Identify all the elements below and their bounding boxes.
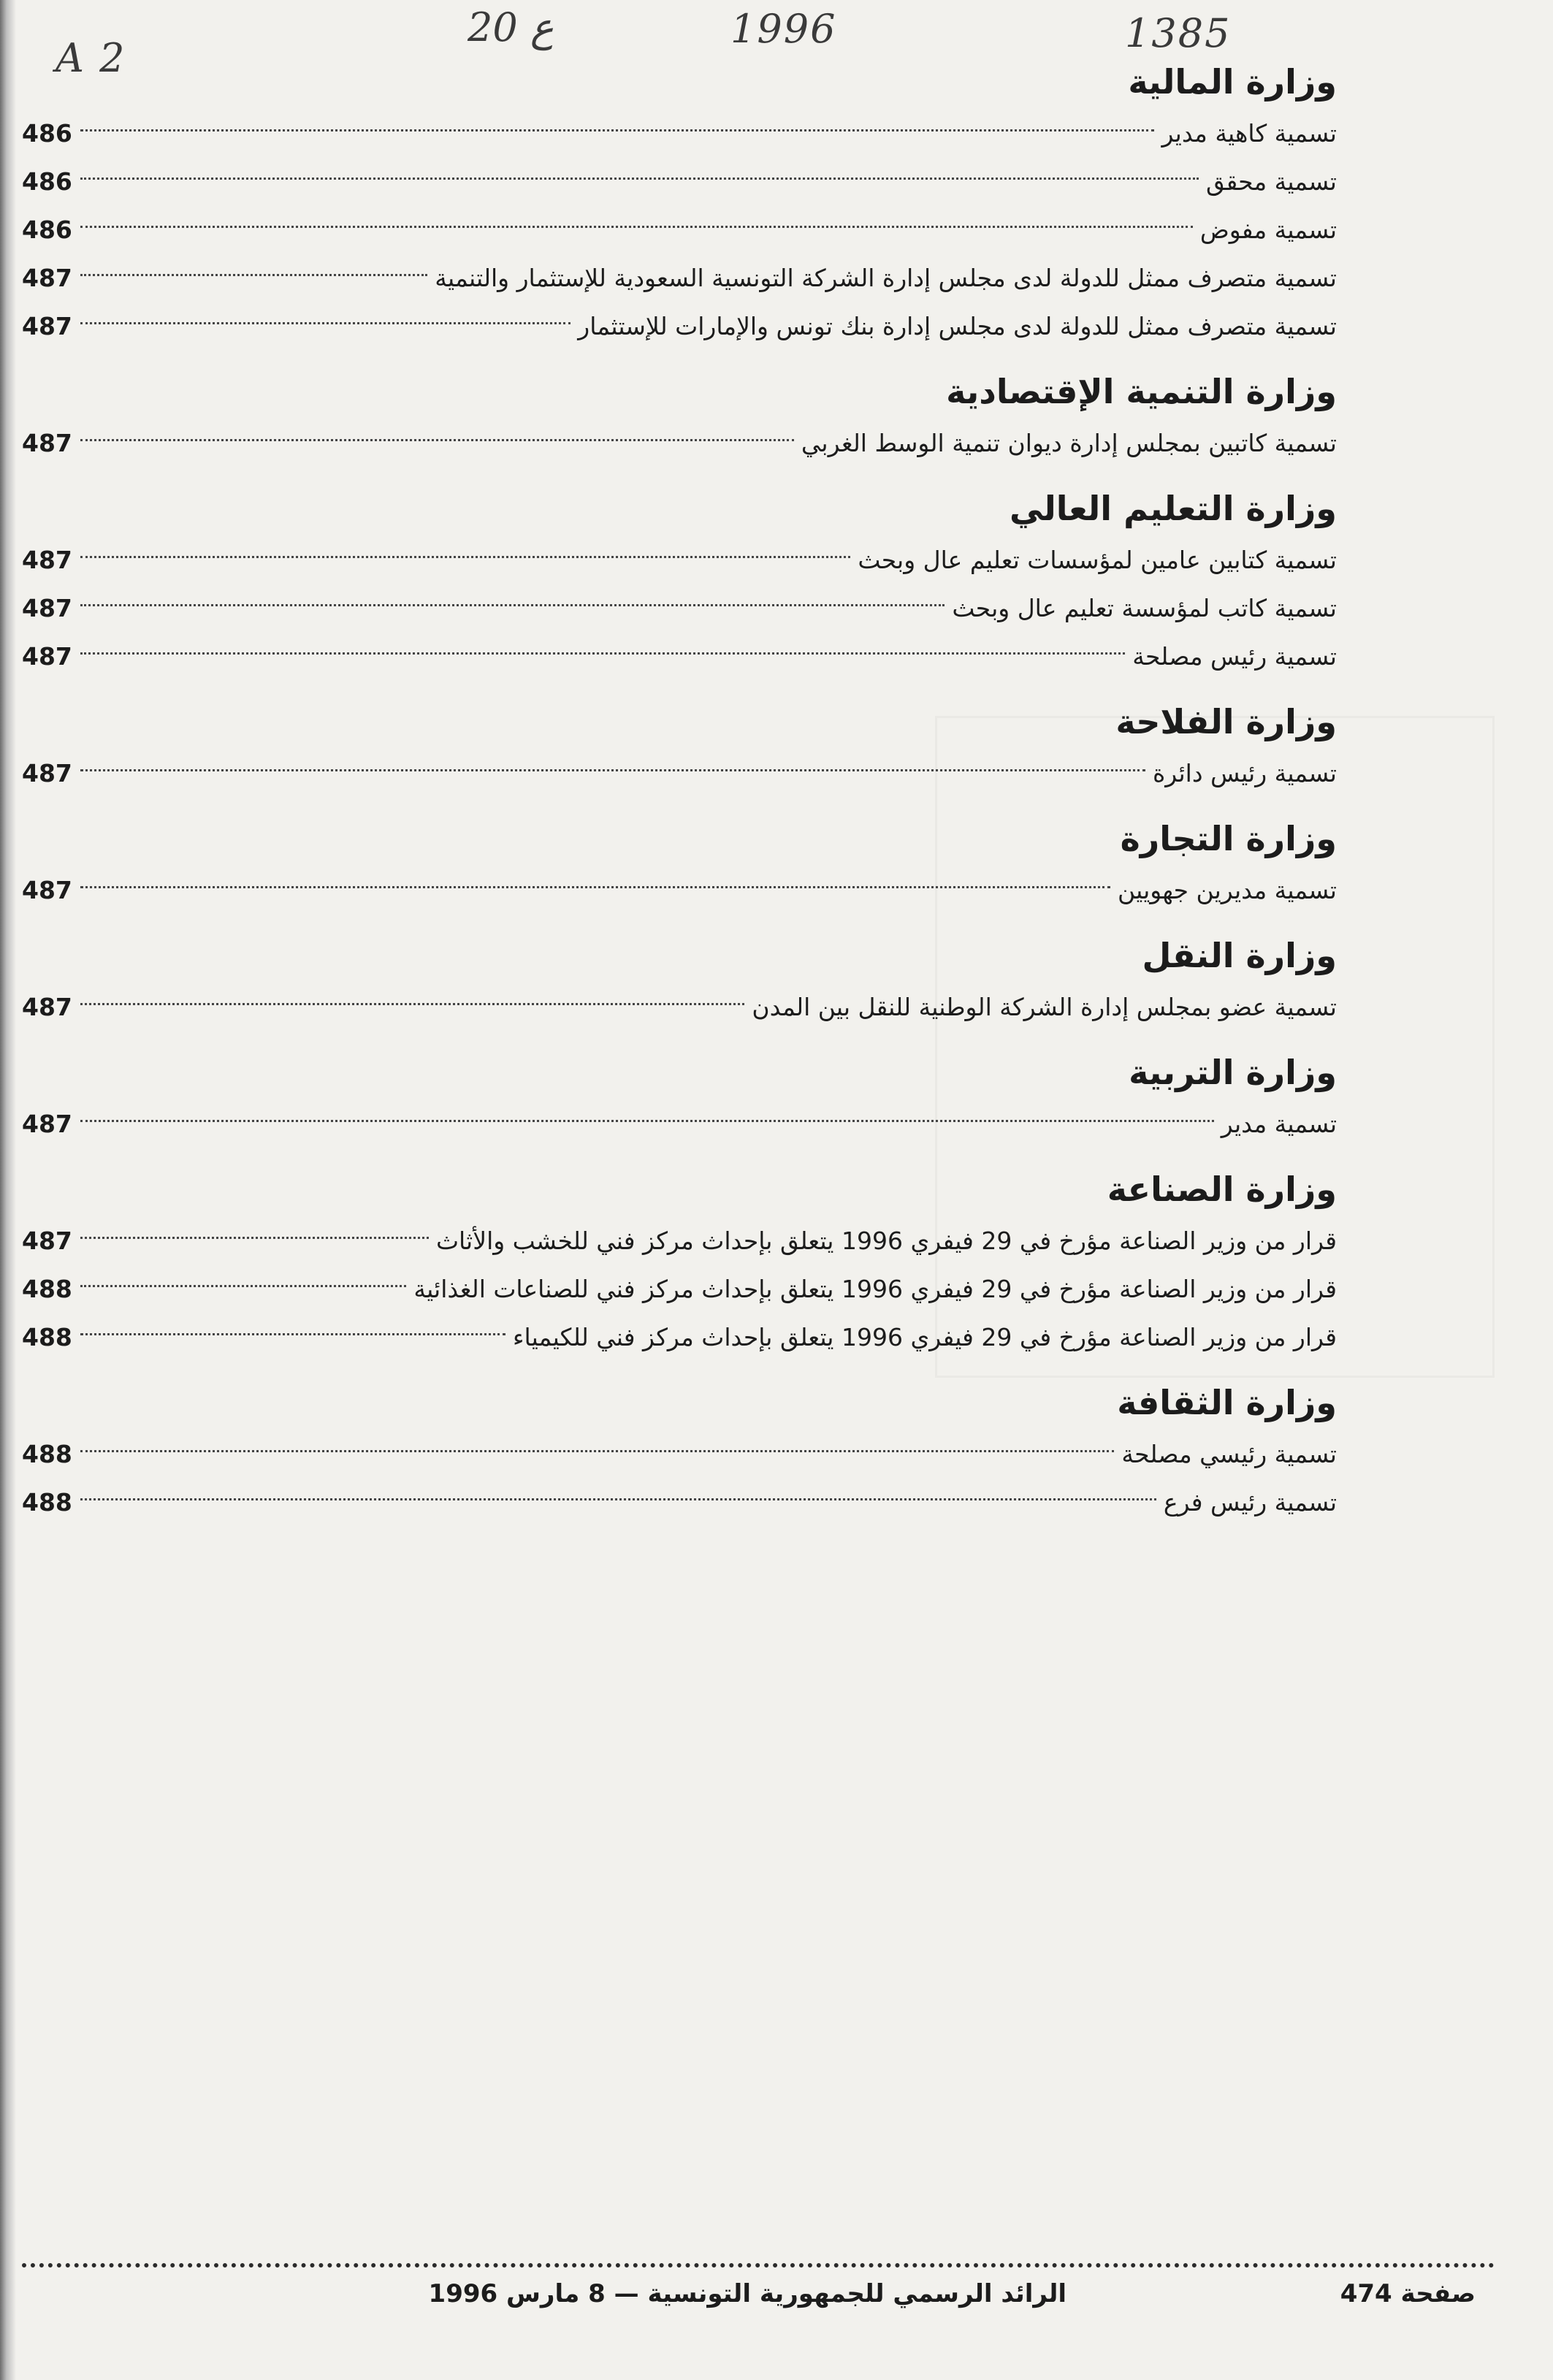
entry-title: قرار من وزير الصناعة مؤرخ في 29 فيفري 1996 يتعلق بإحداث مركز فني للخشب والأثاث	[435, 1227, 1337, 1255]
toc-entry	[22, 206, 1337, 254]
journal-title: الرائد الرسمي للجمهورية التونسية — 8 مارس 1996	[428, 2279, 1067, 2308]
entry-page-number: 486	[22, 216, 72, 244]
entry-title: تسمية كاتبين بمجلس إدارة ديوان تنمية الوسط الغربي	[801, 429, 1337, 457]
ministry-section	[22, 1379, 1337, 1527]
entry-page-number: 487	[22, 642, 72, 671]
entry-title: تسمية كاهية مدير	[1161, 119, 1337, 148]
ministry-section	[22, 58, 1337, 351]
entry-page-number: 488	[22, 1275, 72, 1303]
entry-page-number: 488	[22, 1488, 72, 1517]
table-of-contents	[22, 58, 1337, 1544]
dot-leader	[80, 1236, 429, 1239]
ministry-title: وزارة التعليم العالي	[1009, 489, 1337, 528]
ministry-title: وزارة التربية	[1129, 1053, 1337, 1092]
entry-page-number: 487	[22, 312, 72, 340]
toc-entry	[22, 750, 1337, 798]
entry-page-number: 486	[22, 119, 72, 148]
entry-title: تسمية كتابين عامين لمؤسسات تعليم عال وبحث	[858, 546, 1337, 574]
entry-title: تسمية رئيس فرع	[1163, 1488, 1337, 1517]
dot-leader	[80, 603, 945, 606]
entry-page-number: 488	[22, 1440, 72, 1468]
handwritten-note: 1996	[730, 6, 837, 52]
dot-leader	[80, 177, 1199, 180]
toc-entry	[22, 633, 1337, 681]
handwritten-note: 1385	[1125, 10, 1232, 56]
entry-title: تسمية متصرف ممثل للدولة لدى مجلس إدارة الشركة التونسية السعودية للإستثمار والتنمية	[435, 264, 1337, 292]
toc-entry	[22, 536, 1337, 584]
entry-title: تسمية رئيس دائرة	[1152, 759, 1337, 787]
handwritten-note: A 2	[56, 35, 126, 81]
entry-page-number: 487	[22, 264, 72, 292]
toc-entry	[22, 110, 1337, 158]
dot-leader	[80, 1449, 1114, 1452]
dot-leader	[80, 225, 1193, 228]
toc-entry	[22, 584, 1337, 633]
toc-entry	[22, 983, 1337, 1031]
entry-page-number: 487	[22, 594, 72, 622]
entry-page-number: 487	[22, 993, 72, 1021]
entry-page-number: 487	[22, 1227, 72, 1255]
toc-entry	[22, 866, 1337, 915]
entry-title: تسمية متصرف ممثل للدولة لدى مجلس إدارة بنك تونس والإمارات للإستثمار	[578, 312, 1337, 340]
toc-entry	[22, 1217, 1337, 1265]
dot-leader	[80, 1002, 744, 1005]
entry-page-number: 486	[22, 167, 72, 196]
ministry-section	[22, 698, 1337, 798]
dot-leader	[80, 1332, 505, 1335]
toc-entry	[22, 419, 1337, 468]
entry-title: قرار من وزير الصناعة مؤرخ في 29 فيفري 1996 يتعلق بإحداث مركز فني للكيمياء	[513, 1323, 1337, 1351]
dot-leader	[80, 885, 1110, 888]
entry-title: تسمية عضو بمجلس إدارة الشركة الوطنية للنقل بين المدن	[752, 993, 1337, 1021]
dot-leader	[80, 768, 1145, 771]
ministry-title: وزارة التنمية الإقتصادية	[946, 372, 1337, 411]
entry-page-number: 487	[22, 429, 72, 457]
ministry-title: وزارة الثقافة	[1117, 1383, 1337, 1422]
entry-title: تسمية مديرين جهويين	[1118, 876, 1337, 904]
footer-divider	[22, 2263, 1495, 2268]
entry-title: تسمية محقق	[1205, 167, 1337, 196]
entry-title: تسمية رئيس مصلحة	[1132, 642, 1337, 671]
ministry-section	[22, 1166, 1337, 1362]
scan-edge-shadow	[0, 0, 16, 2380]
page-number: صفحة 474	[1340, 2279, 1476, 2308]
toc-entry	[22, 1100, 1337, 1148]
entry-title: تسمية كاتب لمؤسسة تعليم عال وبحث	[952, 594, 1337, 622]
entry-title: تسمية رئيسي مصلحة	[1121, 1440, 1337, 1468]
toc-entry	[22, 1430, 1337, 1479]
entry-page-number: 487	[22, 1110, 72, 1138]
toc-entry	[22, 1265, 1337, 1313]
dot-leader	[80, 129, 1154, 131]
dot-leader	[80, 555, 850, 558]
entry-title: قرار من وزير الصناعة مؤرخ في 29 فيفري 1996 يتعلق بإحداث مركز فني للصناعات الغذائية	[413, 1275, 1337, 1303]
toc-entry	[22, 1313, 1337, 1362]
ministry-title: وزارة التجارة	[1120, 819, 1337, 858]
dot-leader	[80, 652, 1125, 655]
entry-page-number: 487	[22, 876, 72, 904]
dot-leader	[80, 273, 427, 276]
dot-leader	[80, 1119, 1214, 1122]
entry-title: تسمية مفوض	[1199, 216, 1337, 244]
ministry-section	[22, 815, 1337, 915]
toc-entry	[22, 1479, 1337, 1527]
ministry-title: وزارة المالية	[1128, 62, 1337, 102]
ministry-section	[22, 368, 1337, 468]
dot-leader	[80, 1498, 1156, 1500]
dot-leader	[80, 438, 794, 441]
toc-entry	[22, 302, 1337, 351]
entry-page-number: 488	[22, 1323, 72, 1351]
ministry-section	[22, 932, 1337, 1031]
handwritten-note: 20 ع	[468, 4, 554, 50]
ministry-title: وزارة الفلاحة	[1115, 702, 1337, 741]
entry-title: تسمية مدير	[1221, 1110, 1337, 1138]
ministry-section	[22, 1049, 1337, 1148]
entry-page-number: 487	[22, 759, 72, 787]
ministry-title: وزارة الصناعة	[1107, 1170, 1337, 1209]
entry-page-number: 487	[22, 546, 72, 574]
toc-entry	[22, 254, 1337, 302]
ministry-section	[22, 485, 1337, 681]
toc-entry	[22, 158, 1337, 206]
dot-leader	[80, 321, 571, 324]
ministry-title: وزارة النقل	[1142, 936, 1337, 975]
page-footer	[22, 2279, 1476, 2323]
dot-leader	[80, 1284, 406, 1287]
